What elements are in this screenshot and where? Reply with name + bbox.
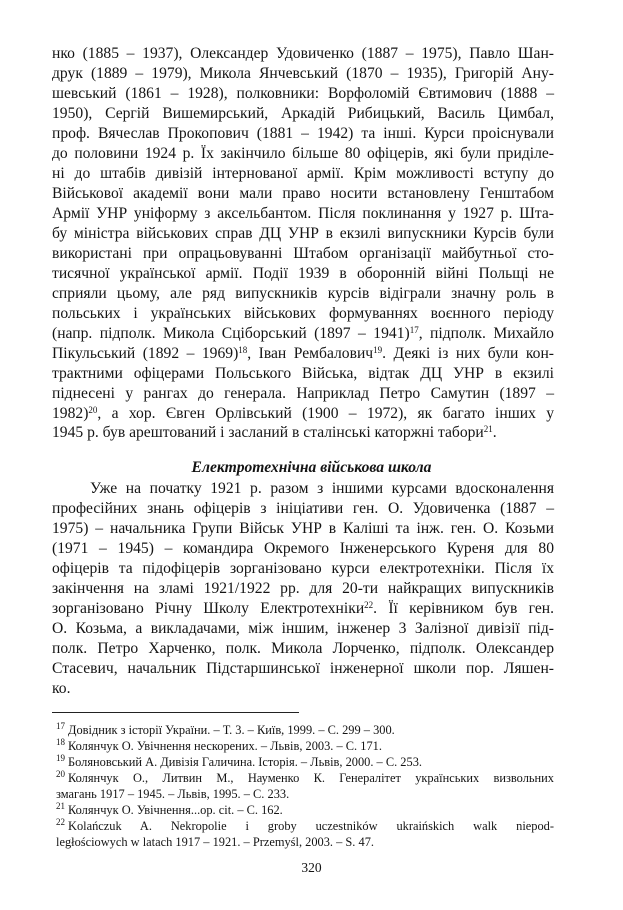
section-heading: Електротехнічна військова школа (191, 459, 432, 476)
text-line: О. Козьма, а викладачами, між іншим, інженер 3 Залізної дивізії під- (52, 620, 554, 637)
footnote-continuation: змагань 1917 – 1945. – Львів, 1995. – С. 233. (56, 787, 290, 801)
text-line: 1945 р. був арештований і засланий в сталінські каторжні табори$^{21}$. (52, 424, 497, 441)
footnote-ref: 22 (364, 600, 374, 611)
text-line: проф. Вячеслав Прокопович (1881 – 1942) та інші. Курси проіснували (52, 125, 554, 142)
text-line: бу міністра військових справ ДЦ УНР в екзилі випускники Курсів були (52, 225, 554, 242)
footnote-ref: 21 (483, 424, 493, 435)
text-line: до половини 1924 р. Їх закінчило більше 80 офіцерів, які були приділе- (52, 145, 554, 162)
text-line: (1971 – 1945) – командира Окремого Інженерського Куреня для 80 (52, 540, 554, 557)
footnote-divider (52, 712, 299, 713)
text-line: 1950), Сергій Вишемирський, Аркадій Рибицький, Василь Цимбал, (52, 105, 554, 122)
footnote-ref: 18 (238, 345, 248, 356)
footnote-continuation: ległościowych w latach 1917 – 1921. – Przemyśl, 2003. – S. 47. (56, 835, 374, 849)
text-line: полк. Петро Харченко, полк. Микола Лорченко, підполк. Олександер (52, 640, 554, 657)
text-line: професійних знань офіцерів з ініціативи ген. О. Удовиченка (1887 – (52, 500, 554, 517)
text-line: друк (1889 – 1979), Микола Янчевський (1870 – 1935), Григорій Ану- (52, 65, 554, 82)
footnote-ref: 20 (88, 405, 98, 416)
text-line: використані при опрацьовуванні Штабом організації майбутньої сто- (52, 245, 554, 262)
footnote-ref: 17 (409, 325, 419, 336)
page-number: 320 (301, 860, 322, 875)
text-line: Стасевич, начальник Підстаршинської інженерної школи пор. Ляшен- (52, 660, 554, 677)
text-line: Військової академії вони мали право носити встановлену Генштабом (52, 185, 554, 202)
footnote: $^{19}$ Боляновський А. Дивізія Галичина. Історія. – Львів, 2000. – С. 253. (56, 753, 422, 769)
text-line: нко (1885 – 1937), Олександер Удовиченко (1887 – 1975), Павло Шан- (52, 45, 554, 62)
text-line: Уже на початку 1921 р. разом з іншими курсами вдосконалення (90, 480, 554, 497)
footnote: $^{18}$ Колянчук О. Увічнення нескорених. – Львів, 2003. – С. 171. (56, 737, 382, 753)
text-line: 1982)$^{20}$, а хор. Євген Орлівський (1900 – 1972), як багато інших у (52, 405, 554, 422)
footnote: $^{22}$ Kolańczuk A. Nekropolie i groby uczestników ukraińskich walk niepod- (56, 817, 554, 833)
footnote: $^{21}$ Колянчук О. Увічнення...op. cit. – С. 162. (56, 801, 283, 817)
text-line: Армії УНР уніформу з аксельбантом. Після поклинання у 1927 р. Шта- (52, 205, 554, 222)
text-line: Пікульський (1892 – 1969)$^{18}$, Іван Рембалович$^{19}$. Деякі із них були кон- (52, 345, 554, 362)
text-line: піднесені у рангах до генерала. Наприклад Петро Самутин (1897 – (52, 385, 554, 402)
footnote-ref: 19 (373, 345, 383, 356)
text-line: ко. (52, 680, 71, 697)
text-line: шевський (1861 – 1928), полковники: Ворфоломій Євтимович (1888 – (52, 85, 554, 102)
text-line: зорганізовано Річну Школу Електротехніки$^{22}$. Її керівником був ген. (52, 600, 554, 617)
text-line: офіцерів та підофіцерів зорганізовано курси електротехніки. Після їх (52, 560, 554, 577)
text-line: сприяли цьому, але ряд випускників курсів відіграли значну роль в (52, 285, 554, 302)
text-line: польських і українських військових формуваннях воєнного періоду (52, 305, 554, 322)
text-line: 1975) – начальника Групи Військ УНР в Каліші та інж. ген. О. Козьми (52, 520, 554, 537)
text-line: закінчення на зламі 1921/1922 рр. для 20-ти найкращих випускників (52, 580, 554, 597)
text-line: тисячної української армії. Події 1939 в оборонній війні Польщі не (52, 265, 554, 282)
text-line: трактними офіцерами Польського Війська, відтак ДЦ УНР в екзилі (52, 365, 554, 382)
text-line: (напр. підполк. Микола Сціборський (1897 – 1941)$^{17}$, підполк. Михайло (52, 325, 554, 342)
text-line: ні до штабів дивізій інтернованої армії. Крім можливості вступу до (52, 165, 554, 182)
footnote: $^{17}$ Довідник з історії України. – Т. 3. – Київ, 1999. – С. 299 – 300. (56, 721, 395, 737)
footnote: $^{20}$ Колянчук О., Литвин М., Науменко К. Генералітет українських визвольних (56, 769, 554, 785)
